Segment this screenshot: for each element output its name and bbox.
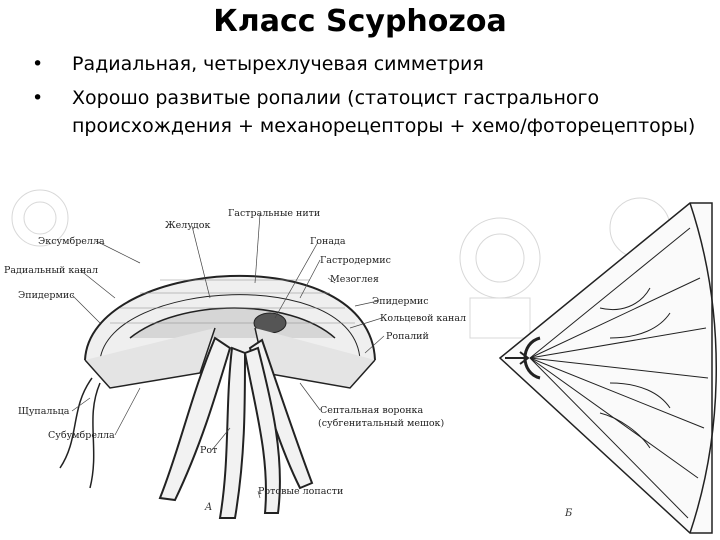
label-epidermis-left: Эпидермис — [18, 290, 75, 301]
label-gastrodermis: Гастродермис — [320, 255, 391, 266]
label-gonad: Гонада — [310, 236, 346, 247]
label-mouth: Рот — [200, 445, 218, 456]
label-radial-canal: Радиальный канал — [4, 265, 98, 276]
label-mesoglea: Мезоглея — [330, 274, 379, 285]
bullet-list — [30, 50, 710, 146]
label-subumbrella: Субумбрелла — [48, 430, 115, 441]
bullet-dot-icon: • — [32, 53, 44, 75]
bullet-dot-icon: • — [32, 87, 44, 109]
label-epidermis-right: Эпидермис — [372, 296, 429, 307]
jellyfish-diagram — [0, 188, 720, 540]
fan-outline — [500, 203, 712, 533]
bullet-item-rhopalia — [30, 84, 710, 140]
medusa-section — [60, 276, 375, 518]
label-ring-canal: Кольцевой канал — [380, 313, 467, 324]
label-exumbrella: Эксумбрелла — [38, 236, 105, 247]
bullet-item-symmetry — [30, 50, 710, 78]
label-gastric-filaments: Гастральные нити — [228, 208, 321, 219]
label-oral-lobes: Ротовые лопасти — [258, 486, 344, 497]
bullet-text: Радиальная, четырехлучевая симметрия — [72, 53, 484, 75]
label-septal-funnel-note: (субгенитальный мешок) — [318, 418, 445, 429]
panel-label-a: A — [205, 502, 213, 513]
label-stomach: Желудок — [165, 220, 211, 231]
label-rhopalium: Ропалий — [386, 331, 429, 342]
panel-label-b: Б — [565, 508, 573, 519]
label-septal-funnel: Септальная воронка — [320, 405, 424, 416]
label-tentacles: Щупальца — [18, 406, 70, 417]
slide-title: Класс Scyphozoa — [213, 4, 507, 39]
canal-fan — [500, 203, 716, 533]
bullet-text: Хорошо развитые ропалии (статоцист гастрального происхождения + механорецепторы + хемо/фоторецепторы) — [72, 87, 696, 137]
